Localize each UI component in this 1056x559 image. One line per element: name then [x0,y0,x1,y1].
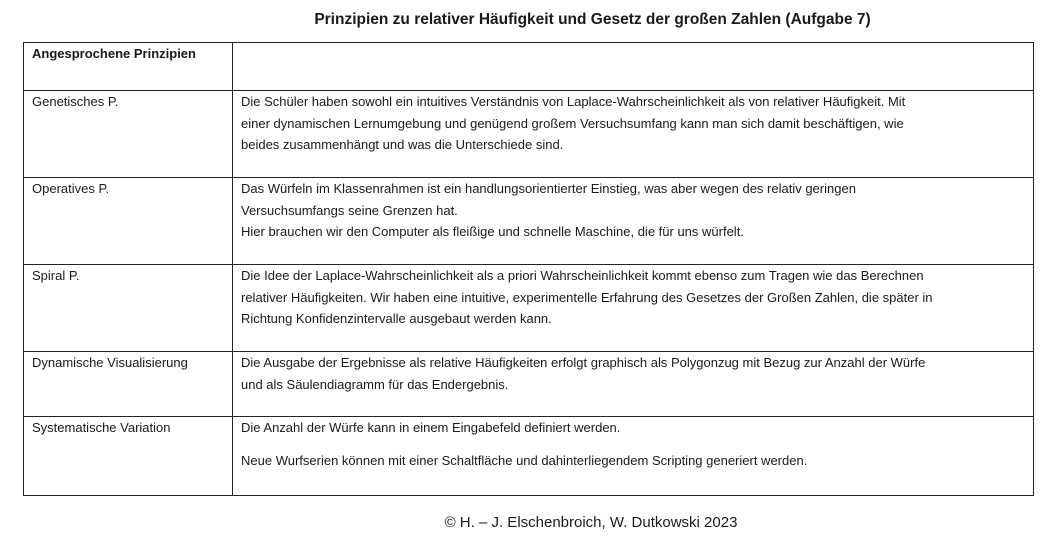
description-line: Richtung Konfidenzintervalle ausgebaut werden kann. [241,311,552,326]
description-paragraph: Neue Wurfserien können mit einer Schaltfläche und dahinterliegendem Scripting generiert werden. [241,452,808,468]
principle-label: Dynamische Visualisierung [24,352,233,417]
principle-label: Genetisches P. [24,91,233,178]
principle-description [233,265,1034,352]
principle-description [233,417,1034,496]
principle-description [233,352,1034,417]
principles-table [23,42,1034,496]
principle-description [233,178,1034,265]
principle-label: Operatives P. [24,178,233,265]
copyright-footer: © H. – J. Elschenbroich, W. Dutkowski 2023 [444,514,738,531]
description-line: beides zusammenhängt und was die Unterschiede sind. [241,137,564,152]
description-paragraph: Die Anzahl der Würfe kann in einem Eingabefeld definiert werden. [241,420,621,435]
description-line: Versuchsumfangs seine Grenzen hat. [241,202,458,218]
description-line: relativer Häufigkeiten. Wir haben eine intuitive, experimentelle Erfahrung des Gesetzes der Großen Zahlen, die später in [241,289,933,305]
principle-label: Systematische Variation [24,417,233,496]
description-line: Die Schüler haben sowohl ein intuitives Verständnis von Laplace-Wahrscheinlichkeit als von relativer Häufigkeit. Mit [241,94,906,109]
description-line: Das Würfeln im Klassenrahmen ist ein handlungsorientierter Einstieg, was aber wegen des relativ geringen [241,181,856,196]
document-title: Prinzipien zu relativer Häufigkeit und Gesetz der großen Zahlen (Aufgabe 7) [314,11,871,28]
principle-description [233,91,1034,178]
description-line: Die Idee der Laplace-Wahrscheinlichkeit als a priori Wahrscheinlichkeit kommt ebenso zum Tragen wie das Berechnen [241,268,924,283]
header-principles: Angesprochene Prinzipien [24,43,233,91]
description-line: Die Ausgabe der Ergebnisse als relative Häufigkeiten erfolgt graphisch als Polygonzug mit Bezug zur Anzahl der Würfe [241,355,926,370]
table-row [24,91,1034,178]
table-row [24,417,1034,496]
table-row [24,265,1034,352]
table-header-row [24,43,1034,91]
table-row [24,178,1034,265]
table-row [24,352,1034,417]
principle-label: Spiral P. [24,265,233,352]
description-line: einer dynamischen Lernumgebung und genügend großem Versuchsumfang kann man sich damit beschäftigen, wie [241,115,904,131]
description-line: und als Säulendiagramm für das Endergebnis. [241,376,509,392]
header-description [233,43,1034,91]
description-line: Hier brauchen wir den Computer als fleißige und schnelle Maschine, die für uns würfelt. [241,224,744,239]
